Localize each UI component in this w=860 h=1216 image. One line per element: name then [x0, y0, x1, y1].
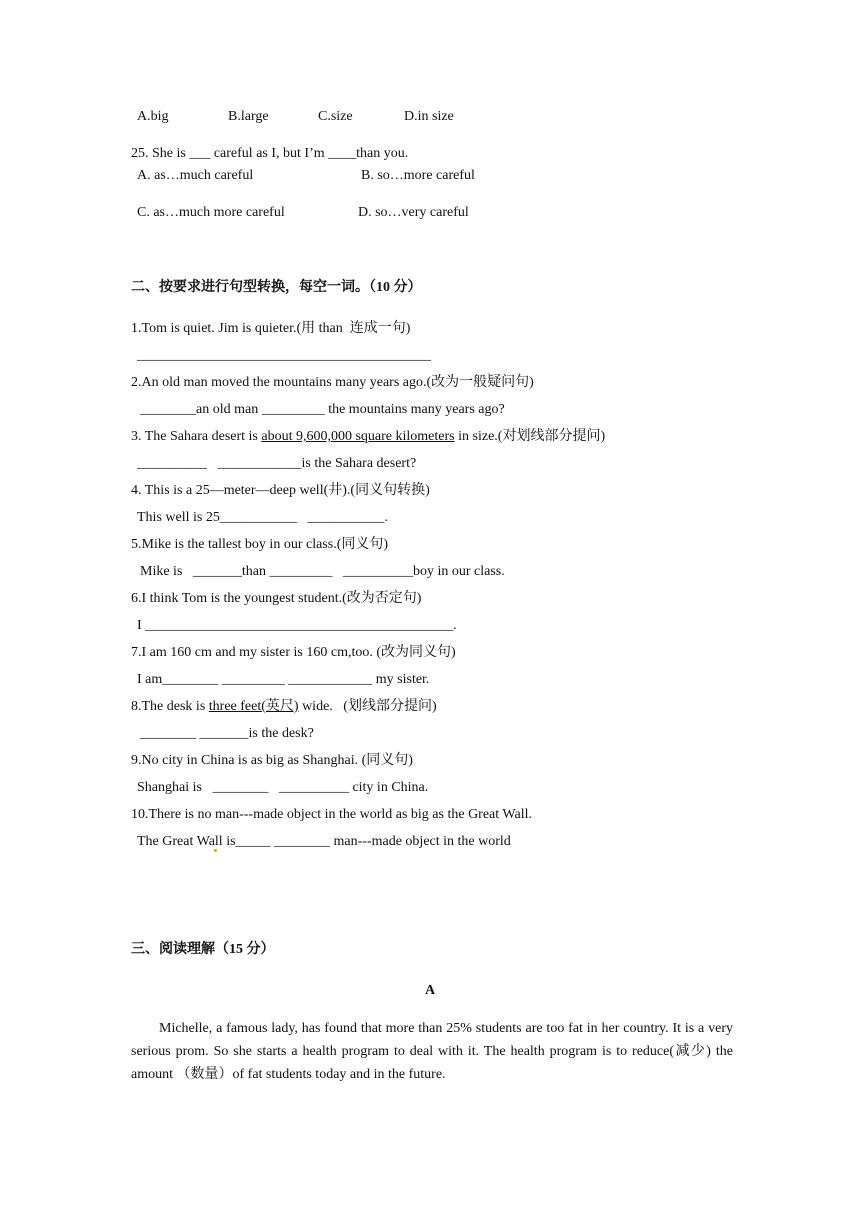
q25-option-c: C. as…much more careful: [137, 205, 285, 220]
passage-paragraph: Michelle, a famous lady, has found that more than 25% students are too fat in her country. It is a very serious prom. So she starts a health program to deal with it. The health program is to reduce(减少) the amount （数量）of fat students today and in the future.: [131, 1021, 733, 1082]
s2-a1: __________________________________________: [137, 348, 431, 363]
s2-q5: 5.Mike is the tallest boy in our class.(同义句): [131, 537, 389, 552]
s2-q2: 2.An old man moved the mountains many years ago.(改为一般疑问句): [131, 375, 534, 390]
s2-a5: Mike is _______than _________ __________boy in our class.: [140, 564, 505, 579]
s2-q3: [131, 428, 605, 446]
s2-a7: I am________ _________ ____________ my sister.: [137, 672, 430, 687]
s2-q6: 6.I think Tom is the youngest student.(改为否定句): [131, 591, 422, 606]
s2-q8-post: wide. (划线部分提问): [298, 699, 437, 714]
s2-q3-pre: 3. The Sahara desert is: [131, 429, 262, 444]
passage-label: A: [424, 983, 436, 998]
section3-heading: 三、阅读理解（15 分）: [131, 942, 275, 957]
s2-q3-post: in size.(对划线部分提问): [454, 429, 606, 444]
q25-option-d: D. so…very careful: [358, 205, 469, 220]
q24-option-c: C.size: [318, 109, 353, 124]
q24-option-d: D.in size: [404, 109, 454, 124]
s2-a10: The Great Wall is_____ ________ man---made object in the world: [137, 834, 511, 849]
q25-stem: 25. She is ___ careful as I, but I’m ____than you.: [131, 146, 409, 161]
s2-q10: 10.There is no man---made object in the world as big as the Great Wall.: [131, 807, 532, 822]
section2-heading: 二、按要求进行句型转换，每空一词。（10 分）: [131, 280, 422, 295]
s2-a4: This well is 25___________ ___________.: [137, 510, 388, 525]
edit-mark: [214, 849, 217, 852]
q25-option-b: B. so…more careful: [361, 168, 475, 183]
q24-option-a: A.big: [137, 109, 169, 124]
s2-a3: __________ ____________is the Sahara desert?: [137, 456, 417, 471]
s2-a9: Shanghai is ________ __________ city in China.: [137, 780, 429, 795]
s2-a2: ________an old man _________ the mountains many years ago?: [140, 402, 505, 417]
s2-q1: 1.Tom is quiet. Jim is quieter.(用 than 连成一句): [131, 321, 411, 336]
q24-option-b: B.large: [228, 109, 269, 124]
s2-a6: I ____________________________________________.: [137, 618, 457, 633]
s2-a8: ________ _______is the desk?: [140, 726, 314, 741]
s2-q4: 4. This is a 25—meter—deep well(井).(同义句转换): [131, 483, 430, 498]
s2-q8: [131, 698, 437, 716]
s2-q8-pre: 8.The desk is: [131, 699, 209, 714]
s2-q8-underlined: three feet(英尺): [208, 699, 299, 714]
s2-q9: 9.No city in China is as big as Shanghai. (同义句): [131, 753, 413, 768]
s2-q3-underlined: about 9,600,000 square kilometers: [261, 429, 455, 444]
q25-option-a: A. as…much careful: [137, 168, 254, 183]
s2-q7: 7.I am 160 cm and my sister is 160 cm,too. (改为同义句): [131, 645, 456, 660]
